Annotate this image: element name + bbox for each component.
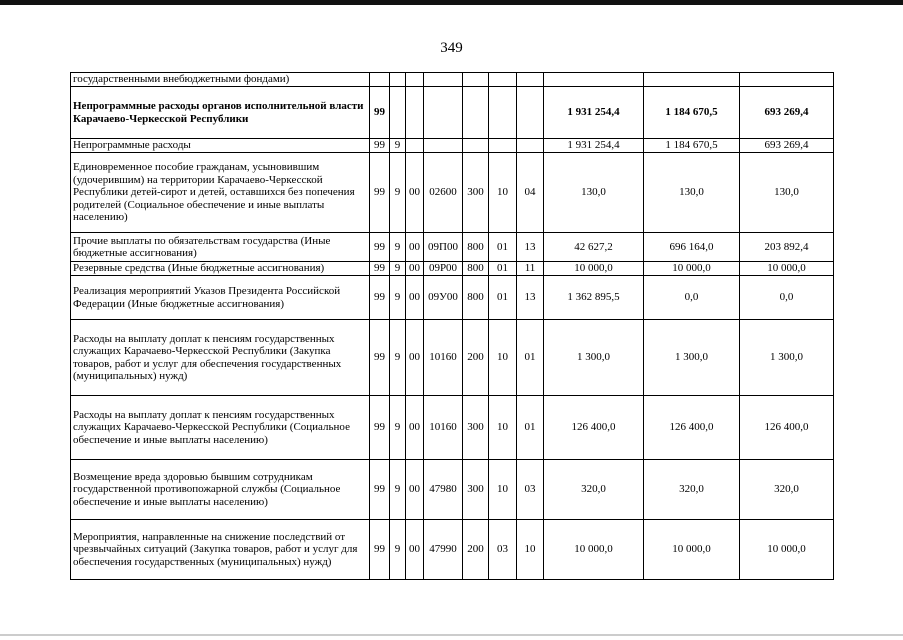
row-name: Единовременное пособие гражданам, усыновившим (удочерившим) на территории Карачаево-Черкесской Республики детей-сирот и детей, оставшихся без попечения родителей (Социальное обеспечение и иные выплаты населению) (71, 153, 370, 233)
direction-code: 10160 (424, 396, 463, 460)
gp-code (370, 73, 390, 87)
subsection-code (517, 73, 544, 87)
section-code: 01 (489, 276, 517, 320)
row-name: Непрограммные расходы (71, 139, 370, 153)
direction-code: 09П00 (424, 233, 463, 262)
subsection-code: 10 (517, 520, 544, 580)
section-code (489, 87, 517, 139)
direction-code (424, 87, 463, 139)
om-code: 00 (406, 262, 424, 276)
expense-type-code: 300 (463, 396, 489, 460)
row-name: Прочие выплаты по обязательствам государства (Иные бюджетные ассигнования) (71, 233, 370, 262)
pp-code: 9 (390, 520, 406, 580)
row-name: государственными внебюджетными фондами) (71, 73, 370, 87)
expense-type-code: 800 (463, 233, 489, 262)
row-name: Резервные средства (Иные бюджетные ассигнования) (71, 262, 370, 276)
subsection-code: 13 (517, 276, 544, 320)
amount-year-1: 1 931 254,4 (544, 139, 644, 153)
direction-code: 47990 (424, 520, 463, 580)
row-name: Возмещение вреда здоровью бывшим сотрудникам государственной противопожарной службы (Социальное обеспечение и иные выплаты населению) (71, 460, 370, 520)
subsection-code: 03 (517, 460, 544, 520)
gp-code: 99 (370, 153, 390, 233)
table-row (71, 139, 834, 153)
top-border (0, 0, 903, 5)
gp-code: 99 (370, 396, 390, 460)
direction-code (424, 139, 463, 153)
table-row (71, 87, 834, 139)
pp-code: 9 (390, 153, 406, 233)
gp-code: 99 (370, 520, 390, 580)
amount-year-3: 10 000,0 (740, 262, 834, 276)
amount-year-2: 1 184 670,5 (644, 87, 740, 139)
amount-year-1: 320,0 (544, 460, 644, 520)
amount-year-2: 320,0 (644, 460, 740, 520)
table-row (71, 276, 834, 320)
row-name: Расходы на выплату доплат к пенсиям государственных служащих Карачаево-Черкесской Республики (Закупка товаров, работ и услуг для обеспечения государственных (муниципальных) нужд) (71, 320, 370, 396)
section-code: 10 (489, 153, 517, 233)
om-code: 00 (406, 396, 424, 460)
section-code: 01 (489, 262, 517, 276)
gp-code: 99 (370, 139, 390, 153)
om-code (406, 87, 424, 139)
pp-code: 9 (390, 320, 406, 396)
subsection-code: 01 (517, 320, 544, 396)
section-code (489, 73, 517, 87)
amount-year-3: 693 269,4 (740, 139, 834, 153)
expense-type-code: 300 (463, 153, 489, 233)
row-name: Мероприятия, направленные на снижение последствий от чрезвычайных ситуаций (Закупка товаров, работ и услуг для обеспечения государственных (муниципальных) нужд) (71, 520, 370, 580)
row-name: Непрограммные расходы органов исполнительной власти Карачаево-Черкесской Республики (71, 87, 370, 139)
amount-year-1: 1 362 895,5 (544, 276, 644, 320)
subsection-code (517, 87, 544, 139)
subsection-code: 13 (517, 233, 544, 262)
pp-code (390, 87, 406, 139)
amount-year-3: 1 300,0 (740, 320, 834, 396)
gp-code: 99 (370, 233, 390, 262)
amount-year-1 (544, 73, 644, 87)
expense-type-code: 200 (463, 520, 489, 580)
pp-code: 9 (390, 460, 406, 520)
amount-year-3: 130,0 (740, 153, 834, 233)
om-code (406, 139, 424, 153)
table-row (71, 320, 834, 396)
pp-code: 9 (390, 262, 406, 276)
amount-year-1: 1 931 254,4 (544, 87, 644, 139)
amount-year-1: 130,0 (544, 153, 644, 233)
amount-year-1: 126 400,0 (544, 396, 644, 460)
amount-year-1: 1 300,0 (544, 320, 644, 396)
amount-year-2: 10 000,0 (644, 520, 740, 580)
gp-code: 99 (370, 276, 390, 320)
expense-type-code: 800 (463, 276, 489, 320)
pp-code: 9 (390, 139, 406, 153)
amount-year-1: 10 000,0 (544, 520, 644, 580)
amount-year-2 (644, 73, 740, 87)
amount-year-3: 693 269,4 (740, 87, 834, 139)
expense-type-code (463, 87, 489, 139)
amount-year-2: 0,0 (644, 276, 740, 320)
amount-year-3 (740, 73, 834, 87)
amount-year-2: 1 184 670,5 (644, 139, 740, 153)
om-code: 00 (406, 153, 424, 233)
direction-code: 10160 (424, 320, 463, 396)
om-code: 00 (406, 320, 424, 396)
subsection-code: 04 (517, 153, 544, 233)
row-name: Расходы на выплату доплат к пенсиям государственных служащих Карачаево-Черкесской Республики (Социальное обеспечение и иные выплаты населению) (71, 396, 370, 460)
amount-year-3: 126 400,0 (740, 396, 834, 460)
table-row (71, 396, 834, 460)
expense-type-code: 300 (463, 460, 489, 520)
amount-year-3: 320,0 (740, 460, 834, 520)
amount-year-2: 1 300,0 (644, 320, 740, 396)
subsection-code (517, 139, 544, 153)
table-row (71, 73, 834, 87)
amount-year-2: 10 000,0 (644, 262, 740, 276)
row-name: Реализация мероприятий Указов Президента Российской Федерации (Иные бюджетные ассигнования) (71, 276, 370, 320)
gp-code: 99 (370, 87, 390, 139)
amount-year-1: 10 000,0 (544, 262, 644, 276)
budget-table (70, 72, 834, 580)
pp-code: 9 (390, 276, 406, 320)
amount-year-1: 42 627,2 (544, 233, 644, 262)
amount-year-2: 696 164,0 (644, 233, 740, 262)
amount-year-3: 0,0 (740, 276, 834, 320)
amount-year-3: 203 892,4 (740, 233, 834, 262)
expense-type-code: 200 (463, 320, 489, 396)
table-row (71, 153, 834, 233)
table-row (71, 262, 834, 276)
table-row (71, 233, 834, 262)
om-code: 00 (406, 276, 424, 320)
pp-code (390, 73, 406, 87)
subsection-code: 01 (517, 396, 544, 460)
section-code: 01 (489, 233, 517, 262)
section-code: 10 (489, 460, 517, 520)
gp-code: 99 (370, 320, 390, 396)
amount-year-2: 126 400,0 (644, 396, 740, 460)
section-code (489, 139, 517, 153)
om-code: 00 (406, 460, 424, 520)
section-code: 10 (489, 396, 517, 460)
direction-code: 09У00 (424, 276, 463, 320)
om-code (406, 73, 424, 87)
pp-code: 9 (390, 233, 406, 262)
gp-code: 99 (370, 262, 390, 276)
bottom-border (0, 634, 903, 636)
page-number: 349 (440, 40, 463, 56)
expense-type-code: 800 (463, 262, 489, 276)
amount-year-3: 10 000,0 (740, 520, 834, 580)
om-code: 00 (406, 233, 424, 262)
gp-code: 99 (370, 460, 390, 520)
table-row (71, 520, 834, 580)
subsection-code: 11 (517, 262, 544, 276)
expense-type-code (463, 73, 489, 87)
expense-type-code (463, 139, 489, 153)
direction-code: 02600 (424, 153, 463, 233)
om-code: 00 (406, 520, 424, 580)
section-code: 03 (489, 520, 517, 580)
section-code: 10 (489, 320, 517, 396)
direction-code: 47980 (424, 460, 463, 520)
table-row (71, 460, 834, 520)
amount-year-2: 130,0 (644, 153, 740, 233)
direction-code: 09Р00 (424, 262, 463, 276)
pp-code: 9 (390, 396, 406, 460)
direction-code (424, 73, 463, 87)
